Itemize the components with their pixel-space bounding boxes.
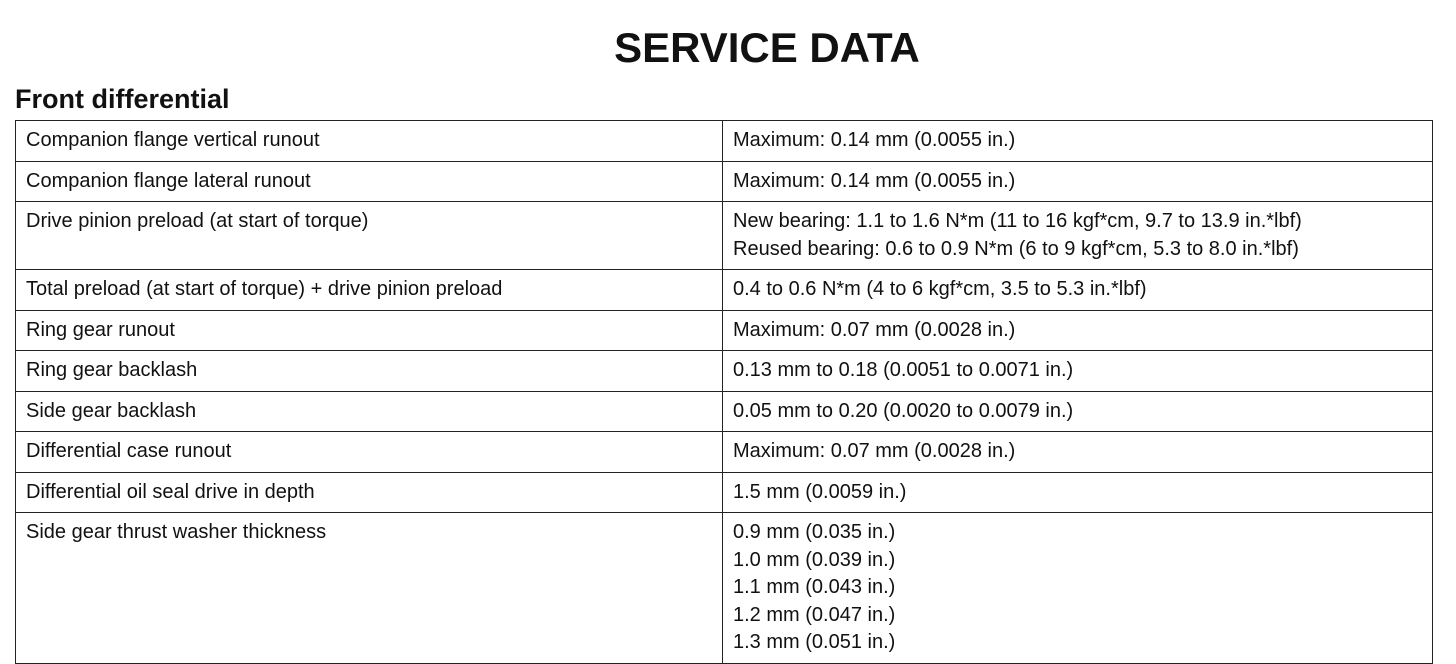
- value-cell: [723, 472, 1433, 513]
- value-line: 0.4 to 0.6 N*m (4 to 6 kgf*cm, 3.5 to 5.3 in.*lbf): [733, 278, 1147, 300]
- value-line: 1.2 mm (0.047 in.): [733, 603, 896, 626]
- item-cell: [16, 121, 723, 162]
- value-line: Maximum: 0.07 mm (0.0028 in.): [733, 440, 1016, 462]
- item-cell: [16, 351, 723, 392]
- item-label: Ring gear backlash: [26, 359, 198, 381]
- value-line: 0.13 mm to 0.18 (0.0051 to 0.0071 in.): [733, 359, 1074, 381]
- page-title: SERVICE DATA: [614, 24, 920, 71]
- value-line: Maximum: 0.14 mm (0.0055 in.): [733, 169, 1016, 192]
- service-data-table: [15, 120, 1433, 664]
- item-label: Drive pinion preload (at start of torque): [26, 210, 369, 232]
- value-cell: [723, 121, 1433, 162]
- item-label: Differential case runout: [26, 440, 232, 462]
- value-line: New bearing: 1.1 to 1.6 N*m (11 to 16 kgf*cm, 9.7 to 13.9 in.*lbf): [733, 210, 1302, 232]
- value-line: Reused bearing: 0.6 to 0.9 N*m (6 to 9 kgf*cm, 5.3 to 8.0 in.*lbf): [733, 237, 1299, 260]
- table-row: [16, 310, 1433, 351]
- item-label: Total preload (at start of torque) + drive pinion preload: [26, 278, 503, 300]
- value-line: 1.5 mm (0.0059 in.): [733, 480, 907, 503]
- item-label: Side gear thrust washer thickness: [26, 521, 327, 543]
- value-cell: [723, 310, 1433, 351]
- item-label: Ring gear runout: [26, 318, 175, 341]
- value-line: 1.3 mm (0.051 in.): [733, 631, 896, 653]
- item-label: Companion flange lateral runout: [26, 169, 311, 192]
- value-cell: [723, 513, 1433, 664]
- item-label: Differential oil seal drive in depth: [26, 480, 315, 503]
- table-row: [16, 472, 1433, 513]
- item-cell: [16, 391, 723, 432]
- item-cell: [16, 472, 723, 513]
- value-line: 1.1 mm (0.043 in.): [733, 576, 896, 598]
- value-cell: [723, 270, 1433, 311]
- value-cell: [723, 432, 1433, 473]
- table-row: [16, 432, 1433, 473]
- item-label: Side gear backlash: [26, 399, 197, 422]
- value-cell: [723, 351, 1433, 392]
- item-label: Companion flange vertical runout: [26, 129, 320, 151]
- item-cell: [16, 432, 723, 473]
- table-row: [16, 513, 1433, 664]
- value-line: 0.9 mm (0.035 in.): [733, 521, 896, 543]
- value-cell: [723, 161, 1433, 202]
- item-cell: [16, 161, 723, 202]
- value-cell: [723, 391, 1433, 432]
- item-cell: [16, 310, 723, 351]
- value-cell: [723, 202, 1433, 270]
- table-row: [16, 121, 1433, 162]
- item-cell: [16, 270, 723, 311]
- value-line: Maximum: 0.14 mm (0.0055 in.): [733, 129, 1016, 151]
- table-row: [16, 270, 1433, 311]
- section-heading: Front differential: [15, 84, 230, 114]
- table-row: [16, 202, 1433, 270]
- value-line: 0.05 mm to 0.20 (0.0020 to 0.0079 in.): [733, 399, 1074, 422]
- table-row: [16, 391, 1433, 432]
- item-cell: [16, 202, 723, 270]
- value-line: 1.0 mm (0.039 in.): [733, 548, 896, 571]
- table-row: [16, 351, 1433, 392]
- table-row: [16, 161, 1433, 202]
- item-cell: [16, 513, 723, 664]
- value-line: Maximum: 0.07 mm (0.0028 in.): [733, 318, 1016, 341]
